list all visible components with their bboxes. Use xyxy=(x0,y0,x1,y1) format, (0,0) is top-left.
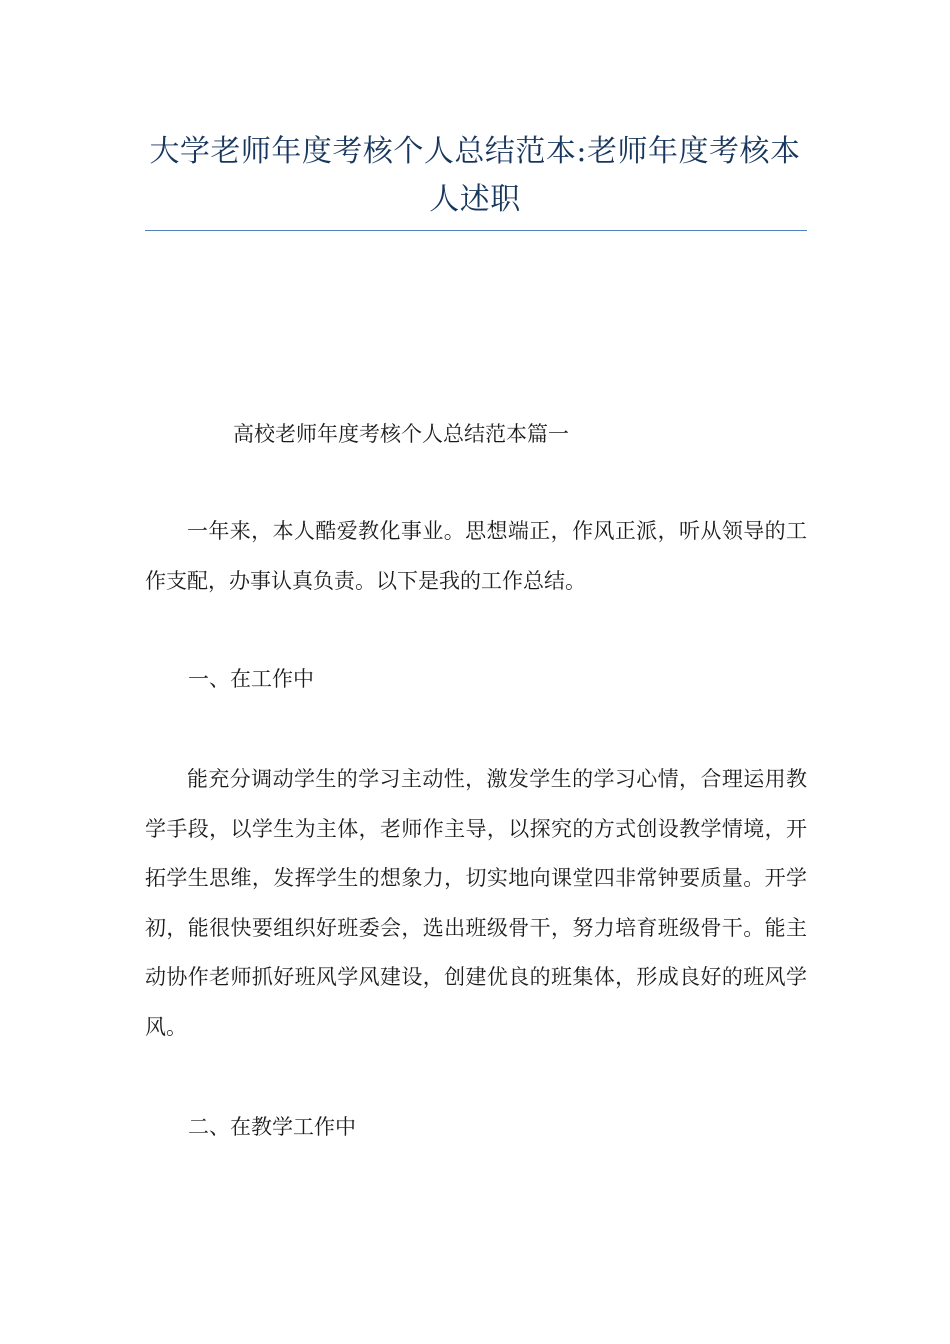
subheading-work: 一、在工作中 xyxy=(188,667,314,691)
section-heading: 高校老师年度考核个人总结范本篇一 xyxy=(233,422,569,446)
intro-paragraph: 一年来，本人酷爱教化事业。思想端正，作风正派，听从领导的工作支配，办事认真负责。以下是我的工作总结。 xyxy=(145,519,807,593)
subheading-teaching: 二、在教学工作中 xyxy=(188,1115,356,1139)
work-paragraph: 能充分调动学生的学习主动性，激发学生的学习心情，合理运用教学手段，以学生为主体，老师作主导，以探究的方式创设教学情境，开拓学生思维，发挥学生的想象力，切实地向课堂四非常钟要质量。开学初，能很快要组织好班委会，选出班级骨干，努力培育班级骨干。能主动协作老师抓好班风学风建设，创建优良的班集体，形成良好的班风学风。 xyxy=(145,767,807,1039)
document-title: 大学老师年度考核个人总结范本:老师年度考核本人述职 xyxy=(149,134,801,217)
title-underline xyxy=(145,230,807,231)
